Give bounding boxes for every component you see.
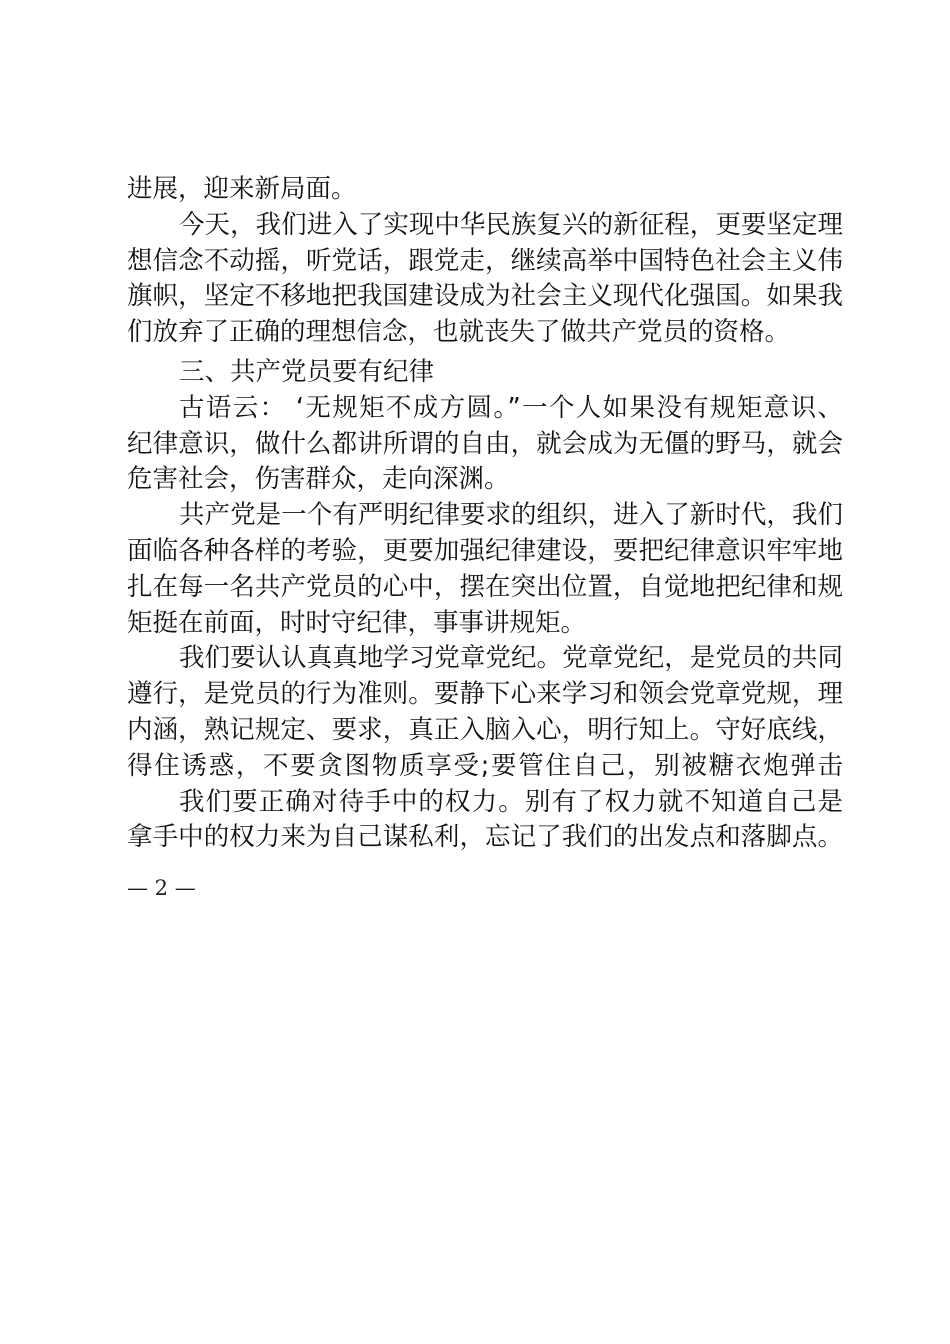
paragraph-line: 今天，我们进入了实现中华民族复兴的新征程，更要坚定理	[179, 209, 843, 240]
paragraph	[127, 785, 843, 857]
paragraph-line: 们放弃了正确的理想信念，也就丧失了做共产党员的资格。	[127, 317, 791, 348]
paragraph-line: 得住诱惑，不要贪图物质享受;要管住自己，别被糖衣炮弹击	[127, 750, 843, 781]
paragraph	[127, 498, 843, 641]
section-heading	[127, 355, 843, 391]
paragraph-line: 共产党是一个有严明纪律要求的组织，进入了新时代，我们	[179, 500, 843, 531]
paragraph-line: 纪律意识，做什么都讲所谓的自由，就会成为无僵的野马，就会	[127, 428, 843, 459]
paragraph	[127, 172, 843, 208]
page-number: — 2 —	[127, 876, 196, 900]
document-body	[127, 172, 843, 856]
paragraph-line: 进展，迎来新局面。	[127, 174, 357, 204]
paragraph-line: 我们要正确对待手中的权力。别有了权力就不知道自己是	[179, 786, 843, 817]
paragraph-line: 面临各种各样的考验，更要加强纪律建设，要把纪律意识牢牢地	[127, 535, 843, 566]
paragraph-line: 遵行，是党员的行为准则。要静下心来学习和领会党章党规，理	[127, 679, 843, 710]
paragraph-line: 古语云： ‘无规矩不成方圆。”一个人如果没有规矩意识、	[179, 392, 843, 423]
paragraph-line: 拿手中的权力来为自己谋私利，忘记了我们的出发点和落脚点。	[127, 822, 843, 853]
paragraph-line: 旗帜，坚定不移地把我国建设成为社会主义现代化强国。如果我	[127, 281, 843, 312]
paragraph	[127, 391, 843, 498]
paragraph-line: 扎在每一名共产党员的心中，摆在突出位置，自觉地把纪律和规	[127, 571, 843, 602]
section-heading-text: 三、共产党员要有纪律	[179, 356, 435, 387]
paragraph-line: 我们要认认真真地学习党章党纪。党章党纪，是党员的共同	[179, 643, 843, 674]
paragraph-line: 想信念不动摇，听党话，跟党走，继续高举中国特色社会主义伟	[127, 245, 843, 276]
paragraph-line: 内涵，熟记规定、要求，真正入脑入心，明行知上。守好底线，	[127, 714, 843, 745]
paragraph	[127, 208, 843, 351]
paragraph	[127, 641, 843, 784]
paragraph-line: 危害社会，伤害群众，走向深渊。	[127, 464, 510, 495]
paragraph-line: 矩挺在前面，时时守纪律，事事讲规矩。	[127, 607, 587, 638]
